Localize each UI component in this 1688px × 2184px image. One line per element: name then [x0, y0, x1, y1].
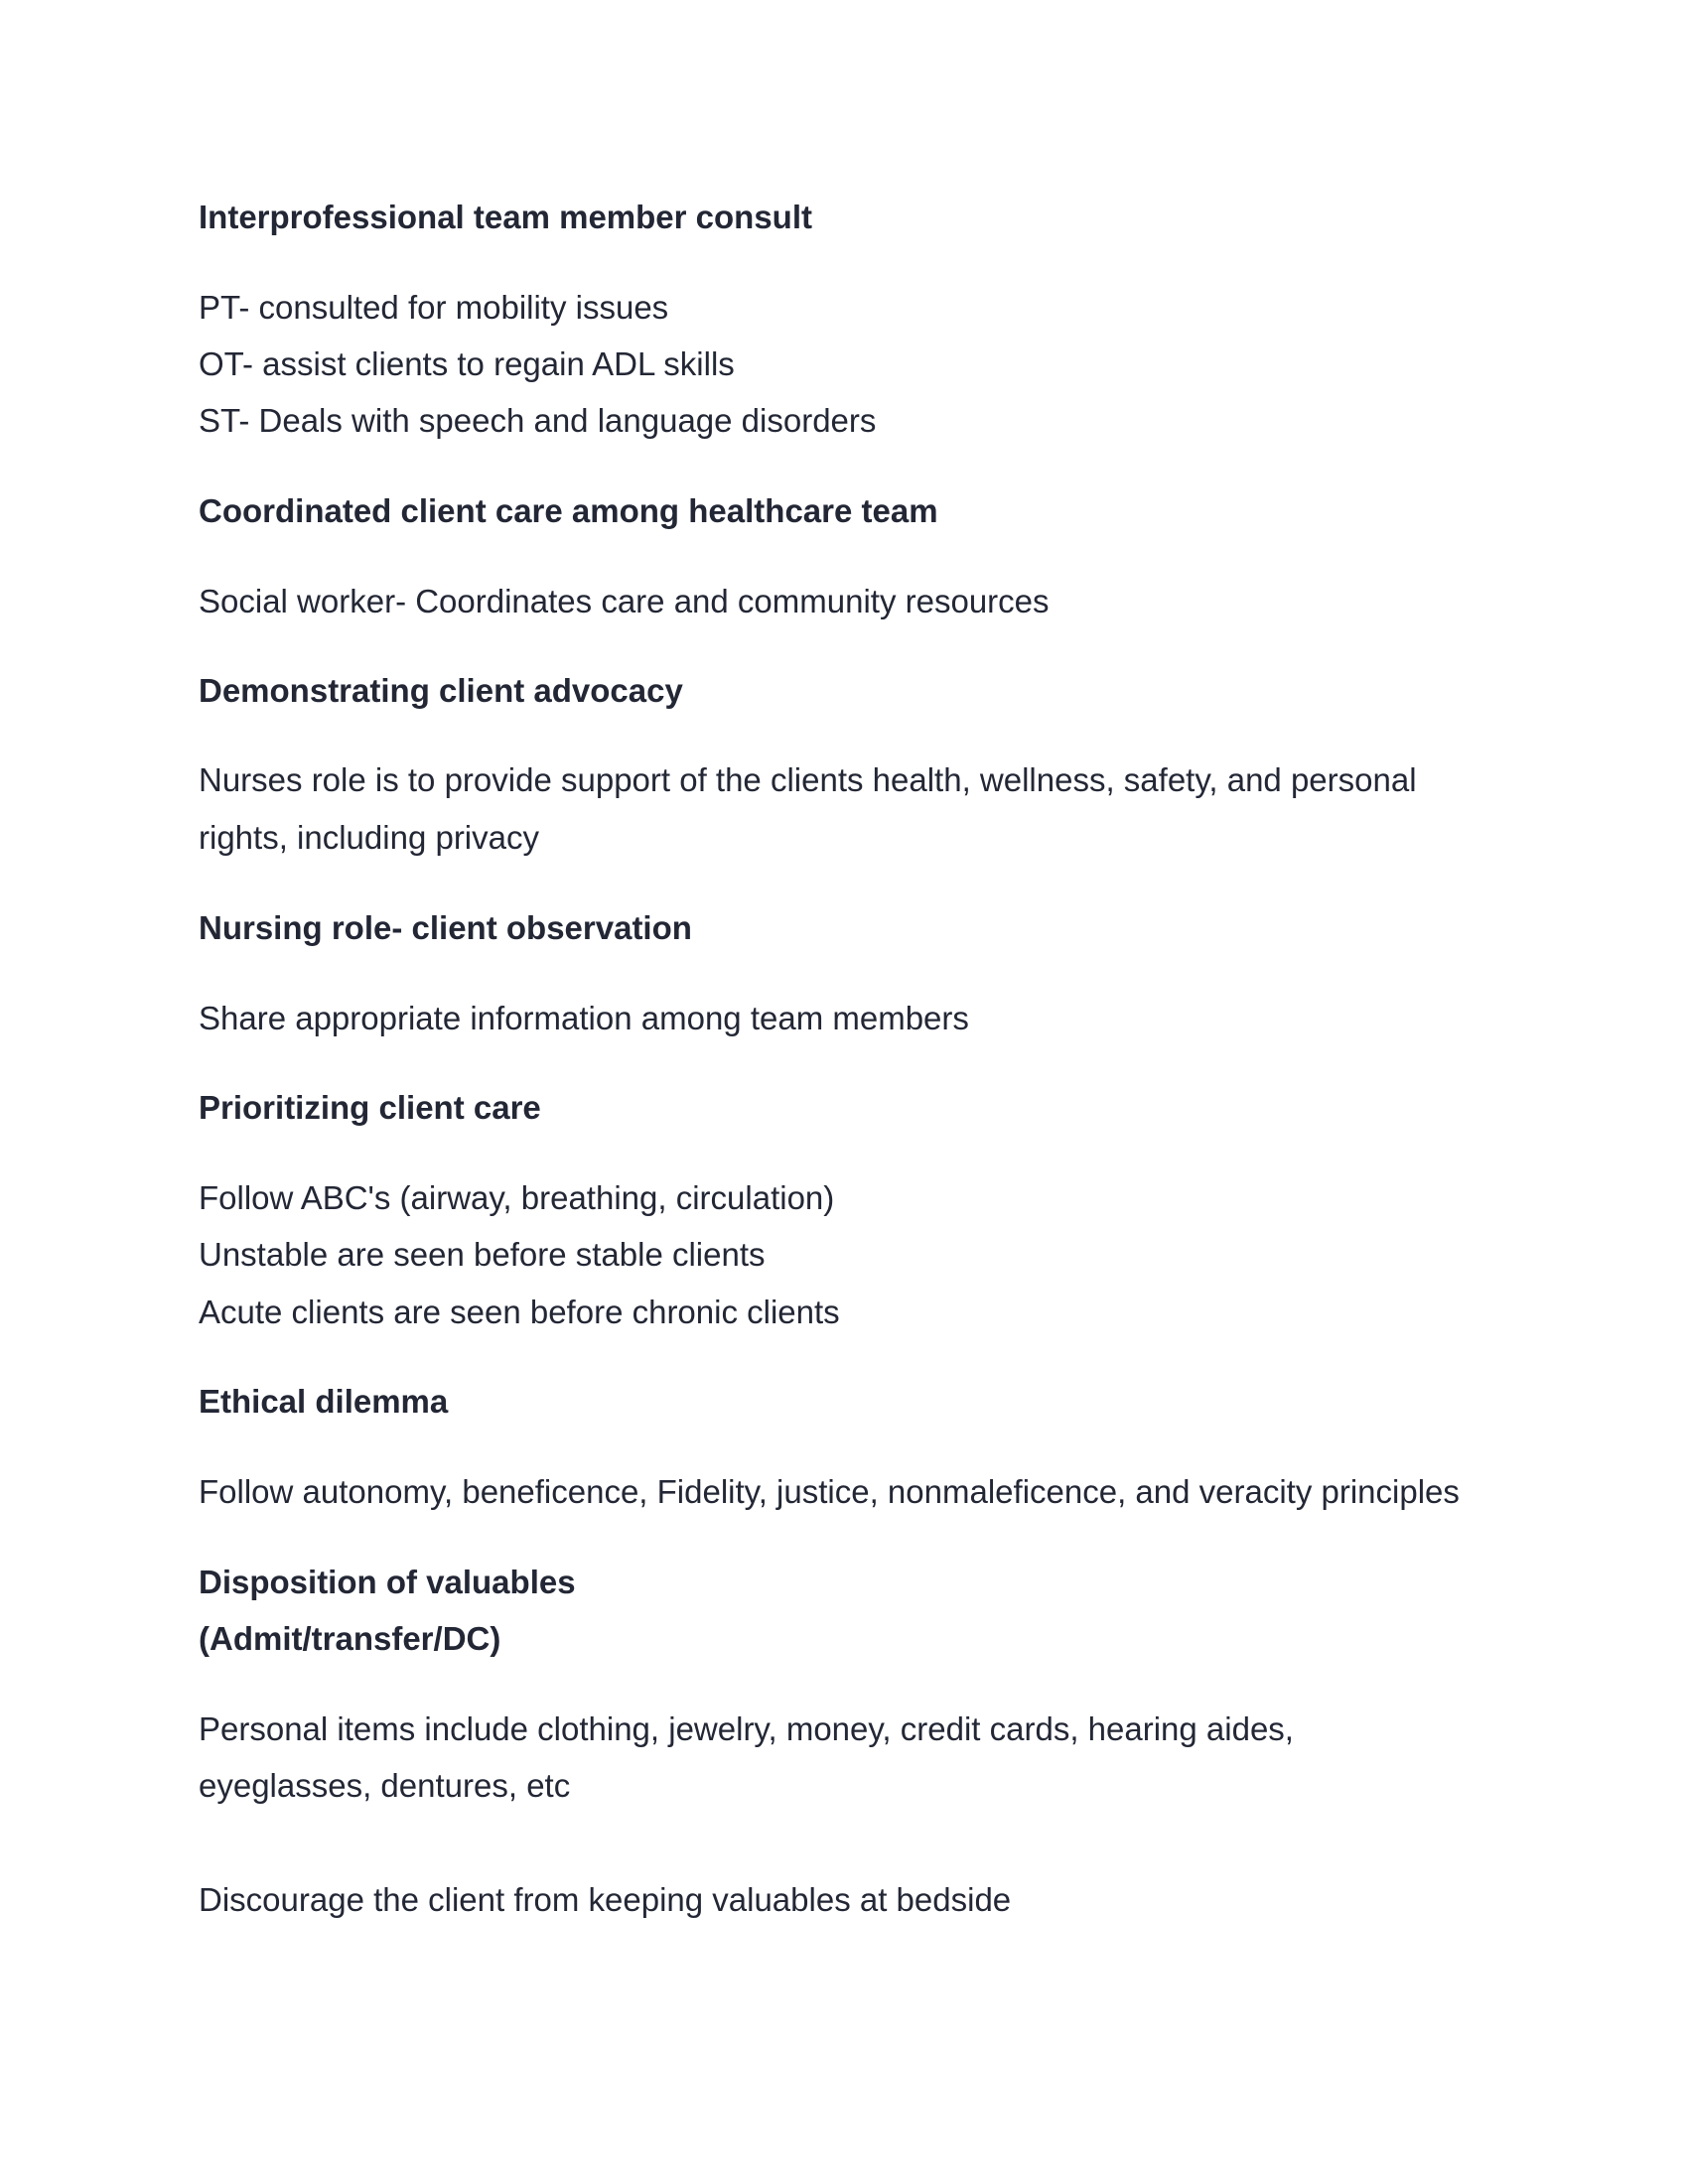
- text-line: OT- assist clients to regain ADL skills: [199, 345, 735, 382]
- heading-disposition-valuables: Disposition of valuables: [199, 1564, 576, 1600]
- text-line: Share appropriate information among team members: [199, 1000, 969, 1036]
- text-line: PT- consulted for mobility issues: [199, 289, 669, 326]
- text-line: Acute clients are seen before chronic clients: [199, 1294, 840, 1330]
- text-line: Follow ABC's (airway, breathing, circulation): [199, 1179, 835, 1216]
- heading-ethical-dilemma: Ethical dilemma: [199, 1383, 449, 1420]
- text-line: ST- Deals with speech and language disorders: [199, 402, 877, 439]
- text-line: Unstable are seen before stable clients: [199, 1236, 766, 1273]
- heading-client-advocacy: Demonstrating client advocacy: [199, 672, 683, 709]
- text-line: Personal items include clothing, jewelry, money, credit cards, hearing aides,: [199, 1710, 1294, 1747]
- heading-interprofessional-consult: Interprofessional team member consult: [199, 199, 812, 235]
- heading-client-observation: Nursing role- client observation: [199, 909, 692, 946]
- text-line: Social worker- Coordinates care and community resources: [199, 583, 1050, 619]
- heading-disposition-subtitle: (Admit/transfer/DC): [199, 1620, 501, 1657]
- heading-coordinated-care: Coordinated client care among healthcare team: [199, 492, 938, 529]
- text-line: Nurses role is to provide support of the clients health, wellness, safety, and personal: [199, 761, 1417, 798]
- text-line: eyeglasses, dentures, etc: [199, 1767, 571, 1804]
- text-line: Follow autonomy, beneficence, Fidelity, justice, nonmaleficence, and veracity principles: [199, 1473, 1460, 1510]
- text-line: rights, including privacy: [199, 819, 539, 856]
- text-line: Discourage the client from keeping valuables at bedside: [199, 1881, 1012, 1918]
- heading-prioritizing-care: Prioritizing client care: [199, 1089, 541, 1126]
